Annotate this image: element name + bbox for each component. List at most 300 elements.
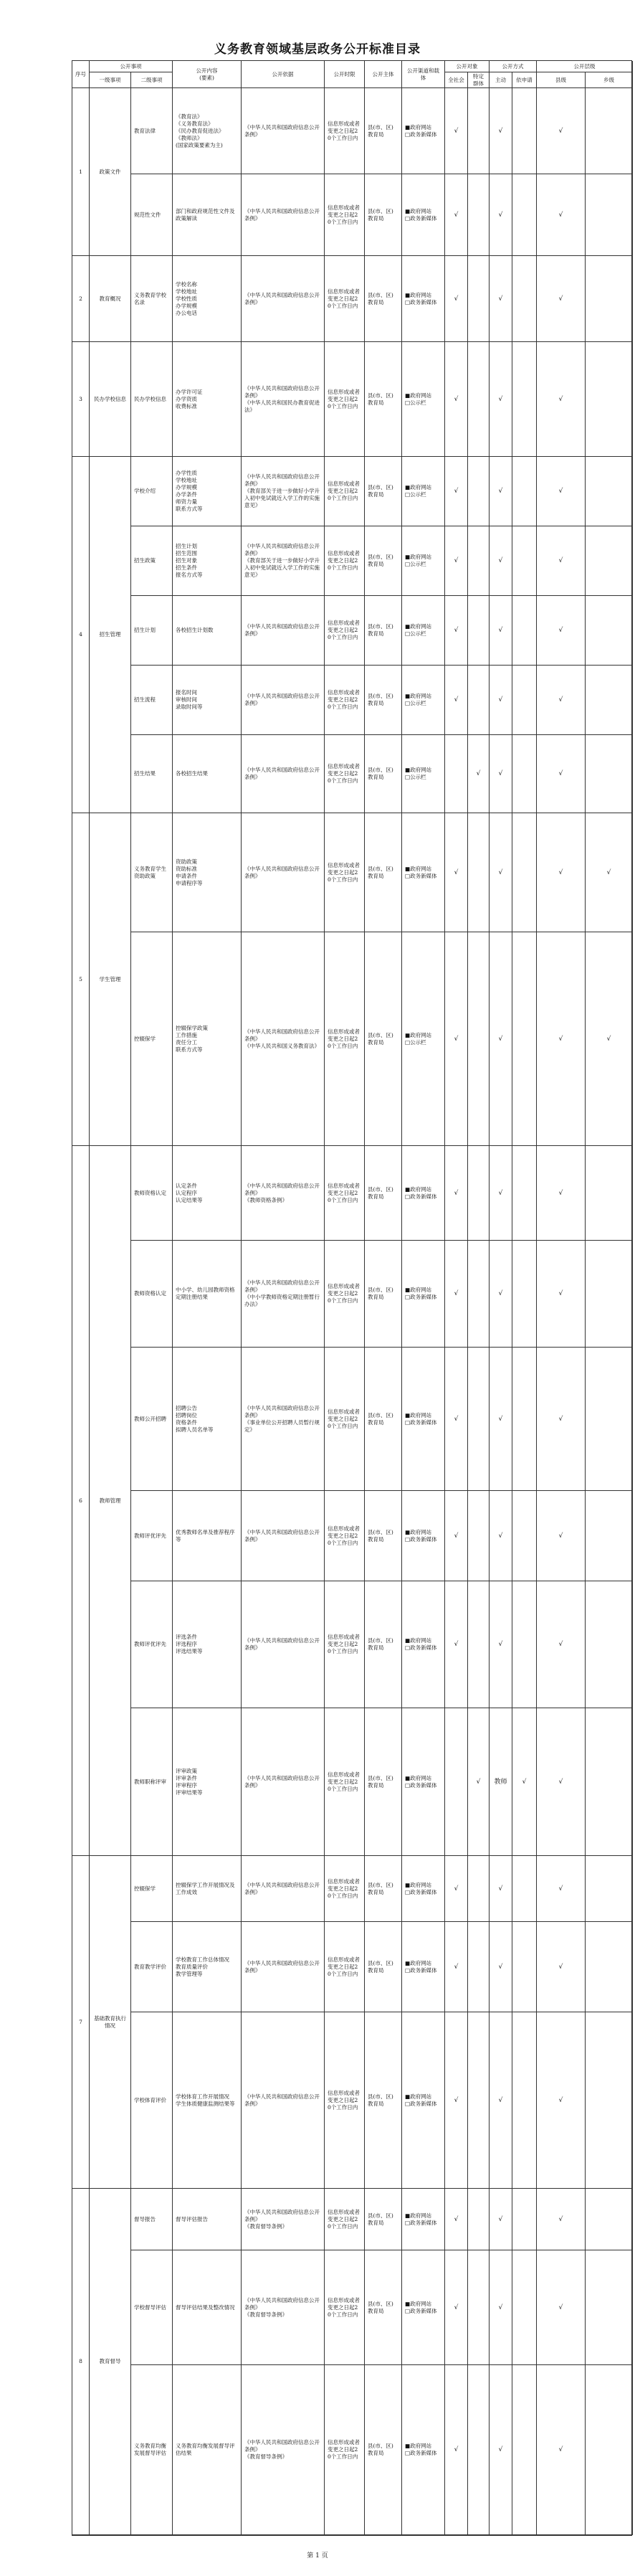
row-object-all: √ — [445, 256, 468, 342]
header-mode-apply: 依申请 — [512, 72, 537, 88]
row-l2: 学校督导评估 — [131, 2250, 173, 2365]
section-l1: 基础教育执行情况 — [90, 1856, 131, 2189]
row-l2: 义务教育均衡发展督导评估 — [131, 2365, 173, 2535]
row-object-specific — [468, 1348, 490, 1491]
row-object-all: √ — [445, 932, 468, 1146]
header-l1: 一级事项 — [90, 72, 131, 88]
row-mode-apply — [512, 735, 537, 813]
row-mode-active: √ — [490, 932, 512, 1146]
header-level: 公开层级 — [537, 61, 633, 72]
row-subject: 县(市、区)教育局 — [365, 174, 402, 256]
row-object-all: √ — [445, 1491, 468, 1581]
row-level-county: √ — [537, 1922, 586, 2012]
row-object-all: √ — [445, 813, 468, 932]
row-object-all: √ — [445, 1922, 468, 2012]
row-level-county: √ — [537, 256, 586, 342]
row-time: 信息形成或者变更之日起20个工作日内 — [325, 2012, 365, 2189]
row-object-all — [445, 735, 468, 813]
row-basis: 《中华人民共和国政府信息公开条例》 — [242, 174, 325, 256]
page-title: 义务教育领域基层政务公开标准目录 — [214, 42, 421, 57]
row-level-county: √ — [537, 596, 586, 666]
row-content: 学校体育工作开展情况 学生体质健康监测结果等 — [173, 2012, 242, 2189]
row-subject: 县(市、区)教育局 — [365, 1856, 402, 1922]
row-mode-apply — [512, 88, 537, 174]
row-level-county: √ — [537, 666, 586, 735]
row-l2: 招生结果 — [131, 735, 173, 813]
row-object-specific — [468, 1491, 490, 1581]
row-mode-active: √ — [490, 666, 512, 735]
row-time: 信息形成或者变更之日起20个工作日内 — [325, 342, 365, 457]
row-mode-apply — [512, 596, 537, 666]
row-l2: 控辍保学 — [131, 1856, 173, 1922]
row-mode-apply — [512, 342, 537, 457]
row-subject: 县(市、区)教育局 — [365, 813, 402, 932]
row-channel: ■政府网站 □政务新媒体 — [402, 88, 445, 174]
row-object-specific — [468, 2189, 490, 2250]
row-basis: 《中华人民共和国政府信息公开条例》 — [242, 1491, 325, 1581]
row-object-specific — [468, 1146, 490, 1241]
row-basis: 《中华人民共和国政府信息公开条例》 《教育部关于进一步做好小学升入初中免试就近入学工作的实施意见》 — [242, 526, 325, 596]
row-basis: 《中华人民共和国政府信息公开条例》 — [242, 666, 325, 735]
row-l2: 招生流程 — [131, 666, 173, 735]
row-channel: ■政府网站 □公示栏 — [402, 526, 445, 596]
row-mode-active: √ — [490, 457, 512, 526]
row-mode-apply — [512, 526, 537, 596]
row-mode-active: √ — [490, 526, 512, 596]
row-channel: ■政府网站 □政务新媒体 — [402, 813, 445, 932]
section-number: 7 — [72, 1856, 90, 2189]
header-mode: 公开方式 — [490, 61, 537, 72]
row-mode-active: √ — [490, 1146, 512, 1241]
row-level-county: √ — [537, 1708, 586, 1856]
row-mode-active: √ — [490, 256, 512, 342]
row-subject: 县(市、区)教育局 — [365, 1708, 402, 1856]
row-level-county: √ — [537, 735, 586, 813]
row-subject: 县(市、区)教育局 — [365, 596, 402, 666]
row-level-town — [586, 2250, 633, 2365]
row-l2: 教育法律 — [131, 88, 173, 174]
row-level-county: √ — [537, 526, 586, 596]
row-channel: ■政府网站 □政务新媒体 — [402, 1856, 445, 1922]
row-channel: ■政府网站 □政务新媒体 — [402, 1146, 445, 1241]
row-channel: ■政府网站 □公示栏 — [402, 666, 445, 735]
header-channel: 公开渠道和载体 — [402, 61, 445, 88]
row-content: 中小学、幼儿园教师资格定期注册结果 — [173, 1241, 242, 1348]
row-time: 信息形成或者变更之日起20个工作日内 — [325, 2365, 365, 2535]
row-time: 信息形成或者变更之日起20个工作日内 — [325, 88, 365, 174]
row-level-town — [586, 88, 633, 174]
row-content: 招生计划 招生范围 招生对象 招生条件 报名方式等 — [173, 526, 242, 596]
row-level-county: √ — [537, 1241, 586, 1348]
row-time: 信息形成或者变更之日起20个工作日内 — [325, 1856, 365, 1922]
row-subject: 县(市、区)教育局 — [365, 666, 402, 735]
row-basis: 《中华人民共和国政府信息公开条例》 — [242, 1856, 325, 1922]
row-mode-active: √ — [490, 1856, 512, 1922]
row-content: 评审政策 评审条件 评审程序 评审结果等 — [173, 1708, 242, 1856]
row-subject: 县(市、区)教育局 — [365, 2189, 402, 2250]
row-level-county: √ — [537, 88, 586, 174]
row-time: 信息形成或者变更之日起20个工作日内 — [325, 174, 365, 256]
row-level-county: √ — [537, 932, 586, 1146]
row-object-all: √ — [445, 2365, 468, 2535]
row-content: 评选条件 评选程序 评选结果等 — [173, 1581, 242, 1708]
row-content: 控辍保学政策 工作措施 责任分工 联系方式等 — [173, 932, 242, 1146]
section-number: 8 — [72, 2189, 90, 2535]
row-time: 信息形成或者变更之日起20个工作日内 — [325, 596, 365, 666]
row-basis: 《中华人民共和国政府信息公开条例》 《教育督导条例》 — [242, 2365, 325, 2535]
header-level-town: 乡级 — [586, 72, 633, 88]
header-l2: 二级事项 — [131, 72, 173, 88]
row-subject: 县(市、区)教育局 — [365, 1581, 402, 1708]
row-channel: ■政府网站 □政务新媒体 — [402, 1581, 445, 1708]
row-basis: 《中华人民共和国政府信息公开条例》 《中小学教师资格定期注册暂行办法》 — [242, 1241, 325, 1348]
header-basis: 公开依据 — [242, 61, 325, 88]
header-object-all: 全社会 — [445, 72, 468, 88]
section-l1: 招生管理 — [90, 457, 131, 813]
row-channel: ■政府网站 □政务新媒体 — [402, 1922, 445, 2012]
row-object-all: √ — [445, 526, 468, 596]
row-object-specific — [468, 1922, 490, 2012]
row-basis: 《中华人民共和国政府信息公开条例》 — [242, 88, 325, 174]
row-content: 办学性质 学校地址 办学规模 办学条件 师资力量 联系方式等 — [173, 457, 242, 526]
row-channel: ■政府网站 □公示栏 — [402, 342, 445, 457]
row-level-town — [586, 1491, 633, 1581]
row-content: 各校招生结果 — [173, 735, 242, 813]
row-object-specific — [468, 1856, 490, 1922]
row-basis: 《中华人民共和国政府信息公开条例》 《教育部关于进一步做好小学升入初中免试就近入学工作的实施意见》 — [242, 457, 325, 526]
row-l2: 学校介绍 — [131, 457, 173, 526]
row-mode-active: √ — [490, 174, 512, 256]
row-level-town — [586, 735, 633, 813]
row-level-county: √ — [537, 1348, 586, 1491]
row-subject: 县(市、区)教育局 — [365, 1146, 402, 1241]
row-mode-apply — [512, 2012, 537, 2189]
row-channel: ■政府网站 □公示栏 — [402, 457, 445, 526]
row-l2: 招生政策 — [131, 526, 173, 596]
row-basis: 《中华人民共和国政府信息公开条例》 《教师资格条例》 — [242, 1146, 325, 1241]
row-mode-apply — [512, 1581, 537, 1708]
row-l2: 义务教育学生资助政策 — [131, 813, 173, 932]
row-subject: 县(市、区)教育局 — [365, 2250, 402, 2365]
row-object-specific — [468, 2012, 490, 2189]
section-l1: 学生管理 — [90, 813, 131, 1146]
row-time: 信息形成或者变更之日起20个工作日内 — [325, 2250, 365, 2365]
row-content: 各校招生计划数 — [173, 596, 242, 666]
header-matter: 公开事项 — [90, 61, 173, 72]
row-mode-active: √ — [490, 2189, 512, 2250]
header-no: 序号 — [72, 61, 90, 88]
catalog-table — [72, 60, 632, 2536]
row-level-county: √ — [537, 457, 586, 526]
row-level-town — [586, 2189, 633, 2250]
row-l2: 教师资格认定 — [131, 1241, 173, 1348]
row-content: 学校教育工作总体情况 教育质量评价 教学管理等 — [173, 1922, 242, 2012]
row-l2: 教师资格认定 — [131, 1146, 173, 1241]
row-level-town — [586, 342, 633, 457]
row-level-town: √ — [586, 932, 633, 1146]
section-l1: 民办学校信息 — [90, 342, 131, 457]
row-time: 信息形成或者变更之日起20个工作日内 — [325, 932, 365, 1146]
row-object-specific — [468, 174, 490, 256]
row-mode-apply — [512, 1856, 537, 1922]
row-content: 督导评估结果及整改情况 — [173, 2250, 242, 2365]
row-mode-apply — [512, 256, 537, 342]
row-mode-active: √ — [490, 1581, 512, 1708]
row-time: 信息形成或者变更之日起20个工作日内 — [325, 526, 365, 596]
header-content: 公开内容 (要素) — [173, 61, 242, 88]
row-l2: 招生计划 — [131, 596, 173, 666]
row-mode-apply — [512, 1146, 537, 1241]
row-channel: ■政府网站 □公示栏 — [402, 735, 445, 813]
row-mode-apply — [512, 1241, 537, 1348]
row-subject: 县(市、区)教育局 — [365, 1922, 402, 2012]
row-object-all: √ — [445, 1348, 468, 1491]
row-mode-apply — [512, 174, 537, 256]
row-object-specific: √ — [468, 1708, 490, 1856]
row-l2: 教师评优评先 — [131, 1491, 173, 1581]
row-basis: 《中华人民共和国政府信息公开条例》 《事业单位公开招聘人员暂行规定》 — [242, 1348, 325, 1491]
row-mode-active: √ — [490, 1491, 512, 1581]
row-subject: 县(市、区)教育局 — [365, 457, 402, 526]
row-mode-apply — [512, 457, 537, 526]
section-l1: 政策文件 — [90, 88, 131, 256]
header-object: 公开对象 — [445, 61, 490, 72]
row-level-town — [586, 596, 633, 666]
row-mode-active: √ — [490, 813, 512, 932]
row-channel: ■政府网站 □政务新媒体 — [402, 256, 445, 342]
section-number: 1 — [72, 88, 90, 256]
row-object-specific: √ — [468, 735, 490, 813]
row-subject: 县(市、区)教育局 — [365, 735, 402, 813]
row-subject: 县(市、区)教育局 — [365, 526, 402, 596]
row-object-specific — [468, 932, 490, 1146]
row-mode-active: √ — [490, 342, 512, 457]
row-channel: ■政府网站 □政务新媒体 — [402, 1241, 445, 1348]
row-object-specific — [468, 2365, 490, 2535]
row-content: 学校名称 学校地址 学校性质 办学规模 办公电话 — [173, 256, 242, 342]
row-basis: 《中华人民共和国政府信息公开条例》 《教育督导条例》 — [242, 2189, 325, 2250]
row-content: 办学许可证 办学资质 收费标准 — [173, 342, 242, 457]
row-level-county: √ — [537, 2250, 586, 2365]
section-number: 4 — [72, 457, 90, 813]
row-level-town — [586, 1146, 633, 1241]
row-object-specific — [468, 88, 490, 174]
row-time: 信息形成或者变更之日起20个工作日内 — [325, 1146, 365, 1241]
row-object-all: √ — [445, 1241, 468, 1348]
row-level-county: √ — [537, 2365, 586, 2535]
row-time: 信息形成或者变更之日起20个工作日内 — [325, 2189, 365, 2250]
row-subject: 县(市、区)教育局 — [365, 1241, 402, 1348]
row-basis: 《中华人民共和国政府信息公开条例》 《中华人民共和国民办教育促进法》 — [242, 342, 325, 457]
page-number: 第 1 页 — [307, 2552, 328, 2560]
row-time: 信息形成或者变更之日起20个工作日内 — [325, 1581, 365, 1708]
row-l2: 民办学校信息 — [131, 342, 173, 457]
row-channel: ■政府网站 □政务新媒体 — [402, 2365, 445, 2535]
row-mode-apply — [512, 932, 537, 1146]
row-level-town: √ — [586, 813, 633, 932]
row-object-specific — [468, 596, 490, 666]
row-l2: 学校体育评价 — [131, 2012, 173, 2189]
section-number: 5 — [72, 813, 90, 1146]
header-object-specific: 特定群体 — [468, 72, 490, 88]
row-mode-apply — [512, 1922, 537, 2012]
row-object-specific — [468, 666, 490, 735]
section-l1: 教育督导 — [90, 2189, 131, 2535]
row-subject: 县(市、区)教育局 — [365, 88, 402, 174]
row-l2: 义务教育学校名录 — [131, 256, 173, 342]
row-basis: 《中华人民共和国政府信息公开条例》 — [242, 813, 325, 932]
row-level-county: √ — [537, 813, 586, 932]
row-object-all: √ — [445, 2250, 468, 2365]
row-content: 《教育法》 《义务教育法》 《民办教育促进法》 《教师法》 (国家政策要素为主) — [173, 88, 242, 174]
row-object-specific — [468, 1241, 490, 1348]
row-mode-active: 教师 — [490, 1708, 512, 1856]
row-content: 控辍保学工作开展情况及工作成效 — [173, 1856, 242, 1922]
row-channel: ■政府网站 □政务新媒体 — [402, 2012, 445, 2189]
row-mode-apply — [512, 1491, 537, 1581]
row-level-county: √ — [537, 2189, 586, 2250]
row-time: 信息形成或者变更之日起20个工作日内 — [325, 735, 365, 813]
row-subject: 县(市、区)教育局 — [365, 1491, 402, 1581]
row-subject: 县(市、区)教育局 — [365, 932, 402, 1146]
row-level-town — [586, 2365, 633, 2535]
row-level-town — [586, 526, 633, 596]
row-subject: 县(市、区)教育局 — [365, 342, 402, 457]
row-object-all: √ — [445, 1856, 468, 1922]
header-subject: 公开主体 — [365, 61, 402, 88]
row-l2: 规范性文件 — [131, 174, 173, 256]
row-content: 部门和政府规范性文件及政策解读 — [173, 174, 242, 256]
row-object-all: √ — [445, 88, 468, 174]
row-level-county: √ — [537, 174, 586, 256]
row-object-all: √ — [445, 457, 468, 526]
row-basis: 《中华人民共和国政府信息公开条例》 — [242, 735, 325, 813]
row-level-county: √ — [537, 1856, 586, 1922]
row-mode-apply — [512, 813, 537, 932]
row-mode-active: √ — [490, 2250, 512, 2365]
row-object-all: √ — [445, 1581, 468, 1708]
row-level-town — [586, 1856, 633, 1922]
row-level-county: √ — [537, 1581, 586, 1708]
row-level-county: √ — [537, 1491, 586, 1581]
row-content: 义务教育均衡发展督导评估结果 — [173, 2365, 242, 2535]
row-content: 认定条件 认定程序 认定结果等 — [173, 1146, 242, 1241]
row-mode-active: √ — [490, 2012, 512, 2189]
row-l2: 教育教学评价 — [131, 1922, 173, 2012]
row-level-county: √ — [537, 342, 586, 457]
row-content: 督导评估报告 — [173, 2189, 242, 2250]
row-basis: 《中华人民共和国政府信息公开条例》 《教育督导条例》 — [242, 2250, 325, 2365]
row-content: 报名时间 审核时间 录取时间等 — [173, 666, 242, 735]
row-object-specific — [468, 813, 490, 932]
row-object-specific — [468, 1581, 490, 1708]
row-basis: 《中华人民共和国政府信息公开条例》 — [242, 1708, 325, 1856]
row-l2: 控辍保学 — [131, 932, 173, 1146]
row-l2: 教师职称评审 — [131, 1708, 173, 1856]
row-level-town — [586, 666, 633, 735]
row-time: 信息形成或者变更之日起20个工作日内 — [325, 1241, 365, 1348]
row-level-county: √ — [537, 2012, 586, 2189]
row-l2: 教师评优评先 — [131, 1581, 173, 1708]
row-basis: 《中华人民共和国政府信息公开条例》 《中华人民共和国义务教育法》 — [242, 932, 325, 1146]
row-time: 信息形成或者变更之日起20个工作日内 — [325, 1491, 365, 1581]
row-level-town — [586, 1241, 633, 1348]
row-object-specific — [468, 457, 490, 526]
row-object-specific — [468, 342, 490, 457]
row-channel: ■政府网站 □公示栏 — [402, 596, 445, 666]
row-mode-apply — [512, 666, 537, 735]
section-number: 2 — [72, 256, 90, 342]
section-l1: 教师管理 — [90, 1146, 131, 1856]
row-mode-active: √ — [490, 1348, 512, 1491]
row-mode-apply: √ — [512, 1708, 537, 1856]
header-level-county: 县级 — [537, 72, 586, 88]
row-object-all: √ — [445, 174, 468, 256]
row-content: 招聘公告 招聘岗位 资格条件 拟聘人员名单等 — [173, 1348, 242, 1491]
row-time: 信息形成或者变更之日起20个工作日内 — [325, 1922, 365, 2012]
row-basis: 《中华人民共和国政府信息公开条例》 — [242, 1922, 325, 2012]
section-number: 3 — [72, 342, 90, 457]
row-subject: 县(市、区)教育局 — [365, 1348, 402, 1491]
row-mode-active: √ — [490, 735, 512, 813]
row-mode-apply — [512, 2250, 537, 2365]
row-basis: 《中华人民共和国政府信息公开条例》 — [242, 2012, 325, 2189]
row-level-town — [586, 174, 633, 256]
section-l1: 教育概况 — [90, 256, 131, 342]
row-channel: ■政府网站 □政务新媒体 — [402, 1708, 445, 1856]
row-level-town — [586, 2012, 633, 2189]
header-time: 公开时限 — [325, 61, 365, 88]
row-level-town — [586, 1708, 633, 1856]
row-channel: ■政府网站 □政务新媒体 — [402, 1491, 445, 1581]
row-time: 信息形成或者变更之日起20个工作日内 — [325, 256, 365, 342]
row-object-specific — [468, 526, 490, 596]
row-basis: 《中华人民共和国政府信息公开条例》 — [242, 1581, 325, 1708]
row-level-town — [586, 457, 633, 526]
row-time: 信息形成或者变更之日起20个工作日内 — [325, 1708, 365, 1856]
row-mode-apply — [512, 2189, 537, 2250]
row-object-all: √ — [445, 342, 468, 457]
row-mode-active: √ — [490, 2365, 512, 2535]
row-object-all — [445, 1708, 468, 1856]
row-object-specific — [468, 2250, 490, 2365]
row-object-specific — [468, 256, 490, 342]
row-subject: 县(市、区)教育局 — [365, 2365, 402, 2535]
row-object-all: √ — [445, 666, 468, 735]
row-l2: 督导报告 — [131, 2189, 173, 2250]
row-time: 信息形成或者变更之日起20个工作日内 — [325, 813, 365, 932]
row-mode-active: √ — [490, 1241, 512, 1348]
row-time: 信息形成或者变更之日起20个工作日内 — [325, 457, 365, 526]
row-l2: 教师公开招聘 — [131, 1348, 173, 1491]
row-channel: ■政府网站 □政务新媒体 — [402, 174, 445, 256]
row-mode-active: √ — [490, 596, 512, 666]
row-time: 信息形成或者变更之日起20个工作日内 — [325, 1348, 365, 1491]
row-channel: ■政府网站 □公示栏 — [402, 932, 445, 1146]
row-channel: ■政府网站 □政务新媒体 — [402, 1348, 445, 1491]
row-content: 优秀教师名单及推荐程序等 — [173, 1491, 242, 1581]
row-level-town — [586, 256, 633, 342]
row-mode-apply — [512, 2365, 537, 2535]
row-level-county: √ — [537, 1146, 586, 1241]
row-level-town — [586, 1922, 633, 2012]
header-mode-active: 主动 — [490, 72, 512, 88]
row-content: 资助政策 资助标准 申请条件 申请程序等 — [173, 813, 242, 932]
row-subject: 县(市、区)教育局 — [365, 256, 402, 342]
row-object-all: √ — [445, 2189, 468, 2250]
row-mode-apply — [512, 1348, 537, 1491]
row-channel: ■政府网站 □政务新媒体 — [402, 2250, 445, 2365]
